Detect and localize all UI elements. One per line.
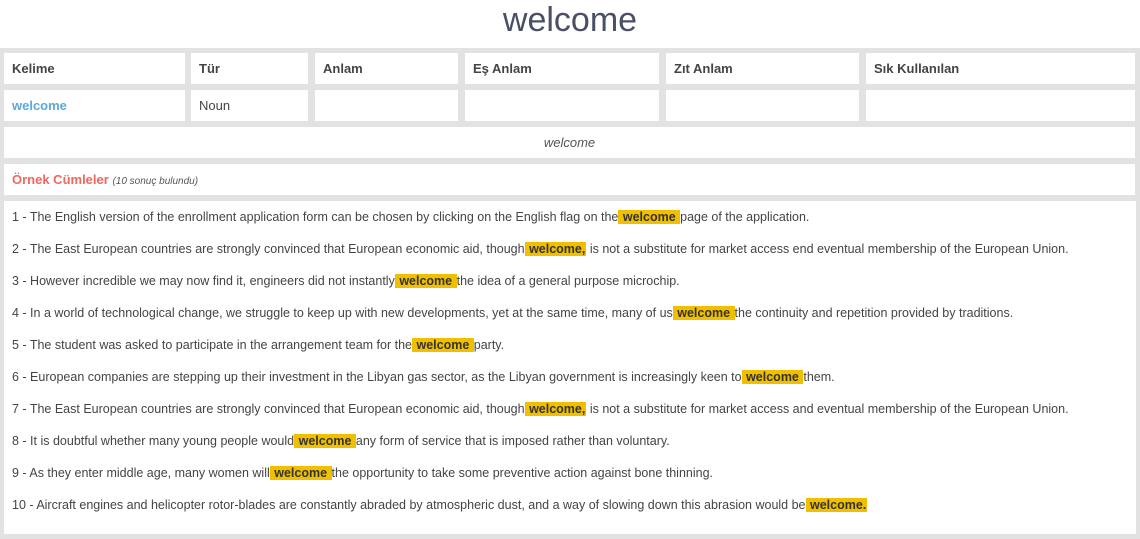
example-sentence <box>12 430 1128 462</box>
sentence-text: 8 - It is doubtful whether many young people would <box>12 434 295 448</box>
example-sentences <box>4 201 1136 534</box>
highlighted-word: welcome <box>413 338 473 352</box>
sentence-text: any form of service that is imposed rather than voluntary. <box>355 434 670 448</box>
highlighted-word: welcome. <box>806 498 867 512</box>
header-zit-anlam: Zıt Anlam <box>666 53 859 84</box>
highlighted-word: welcome <box>673 306 734 320</box>
synonym-cell <box>465 90 659 121</box>
word-cell[interactable]: welcome <box>4 90 185 121</box>
highlighted-word: welcome, <box>525 402 586 416</box>
sentence-text: them. <box>803 370 835 384</box>
header-sik-kullanilan: Sık Kullanılan <box>866 53 1135 84</box>
header-es-anlam: Eş Anlam <box>465 53 659 84</box>
sentence-text: 4 - In a world of technological change, we struggle to keep up with new developments, yet at the same time, many of us <box>12 306 673 320</box>
meaning-row: welcome <box>4 127 1135 158</box>
header-tur: Tür <box>191 53 308 84</box>
highlighted-word: welcome <box>295 434 355 448</box>
example-sentence <box>12 366 1128 398</box>
sentence-text: 9 - As they enter middle age, many women will <box>12 466 270 480</box>
example-sentence <box>12 398 1128 430</box>
type-cell: Noun <box>191 90 308 121</box>
example-sentence <box>12 494 1128 526</box>
common-cell <box>866 90 1135 121</box>
sentence-text: the continuity and repetition provided by traditions. <box>734 306 1014 320</box>
antonym-cell <box>666 90 859 121</box>
sentence-text: 10 - Aircraft engines and helicopter rotor-blades are constantly abraded by atmospheric dust, and a way of slowing down this abrasion would be <box>12 498 806 512</box>
sentence-text: 5 - The student was asked to participate in the arrangement team for the <box>12 338 412 352</box>
highlighted-word: welcome <box>619 210 680 224</box>
sentence-text: 2 - The East European countries are strongly convinced that European economic aid, though <box>12 242 525 256</box>
sentence-text: is not a substitute for market access and eventual membership of the European Union. <box>586 402 1069 416</box>
example-sentence <box>12 462 1128 494</box>
examples-count: (10 sonuç bulundu) <box>112 176 199 187</box>
word-table <box>0 48 1140 539</box>
examples-title: Örnek Cümleler <box>12 172 109 187</box>
examples-header <box>4 164 1135 195</box>
example-sentence <box>12 206 1128 238</box>
sentence-text: 7 - The East European countries are strongly convinced that European economic aid, though <box>12 402 525 416</box>
meaning-cell <box>315 90 458 121</box>
header-kelime: Kelime <box>4 53 185 84</box>
sentence-text: party. <box>473 338 505 352</box>
sentence-text: 1 - The English version of the enrollment application form can be chosen by clicking on the English flag on the <box>12 210 619 224</box>
example-sentence <box>12 238 1128 270</box>
sentence-text: 3 - However incredible we may now find it, engineers did not instantly <box>12 274 395 288</box>
sentence-text: the opportunity to take some preventive action against bone thinning. <box>331 466 714 480</box>
header-anlam: Anlam <box>315 53 458 84</box>
example-sentence <box>12 302 1128 334</box>
page-title: welcome <box>502 1 638 39</box>
highlighted-word: welcome, <box>525 242 586 256</box>
highlighted-word: welcome <box>270 466 331 480</box>
example-sentence <box>12 334 1128 366</box>
sentence-text: 6 - European companies are stepping up their investment in the Libyan gas sector, as the Libyan government is increasingly keen to <box>12 370 742 384</box>
sentence-text: page of the application. <box>680 210 810 224</box>
highlighted-word: welcome <box>395 274 456 288</box>
sentence-text: is not a substitute for market access end eventual membership of the European Union. <box>586 242 1069 256</box>
example-sentence <box>12 270 1128 302</box>
sentence-text: the idea of a general purpose microchip. <box>456 274 680 288</box>
highlighted-word: welcome <box>742 370 803 384</box>
